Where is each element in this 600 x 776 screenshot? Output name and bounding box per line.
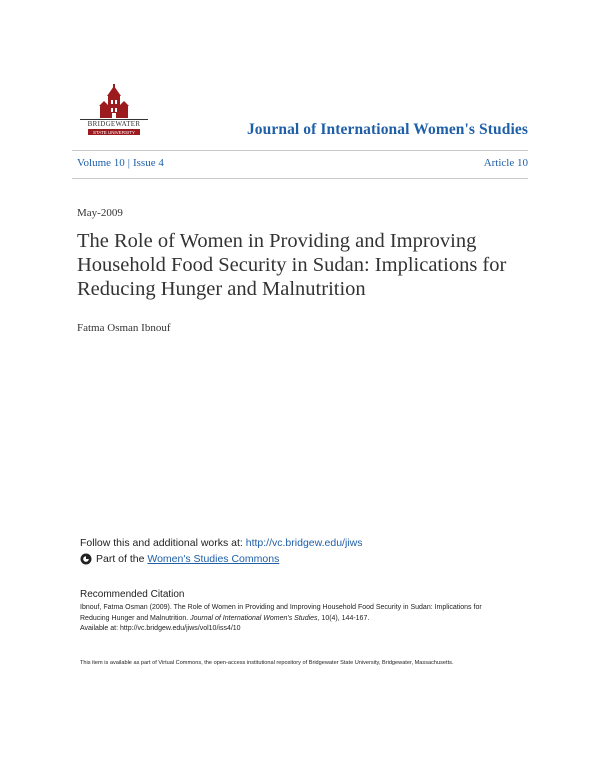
citation-line-1: Ibnouf, Fatma Osman (2009). The Role of Women in Providing and Improving Household Food Security in Sudan: Implications for: [80, 604, 482, 611]
womens-studies-commons-link[interactable]: Women's Studies Commons: [147, 553, 280, 565]
volume-link[interactable]: Volume 10: [77, 157, 125, 169]
logo-text-top: BRIDGEWATER: [87, 120, 141, 128]
commons-line: [80, 553, 279, 565]
follow-url-link[interactable]: http://vc.bridgew.edu/jiws: [245, 537, 363, 549]
citation-line-2-suffix: , 10(4), 144-167.: [317, 614, 370, 622]
recommended-citation-heading: Recommended Citation: [80, 589, 185, 600]
logo-text-bottom: STATE UNIVERSITY: [92, 130, 136, 135]
article-number[interactable]: Article 10: [483, 157, 528, 169]
volume-issue: [77, 157, 164, 169]
repository-notice: This item is available as part of Virtual Commons, the open-access institutional repository of Bridgewater State University, Bridgewater, Massachusetts.: [80, 660, 454, 666]
citation-line-3: Available at: http://vc.bridgew.edu/jiws/vol10/iss4/10: [80, 625, 241, 632]
commons-prefix: Part of the: [96, 553, 145, 565]
follow-prefix: Follow this and additional works at:: [80, 537, 246, 549]
citation-journal-name: Journal of International Women's Studies: [190, 614, 318, 622]
follow-line: [80, 537, 362, 549]
article-title: The Role of Women in Providing and Improving Household Food Security in Sudan: Implications for Reducing Hunger and Malnutrition: [77, 230, 507, 300]
author-name: Fatma Osman Ibnouf: [77, 322, 171, 334]
publication-date: May-2009: [77, 207, 123, 219]
bridgewater-tower-logo-icon: [78, 84, 150, 138]
citation-block: [80, 603, 530, 635]
header-rule-top: [72, 150, 528, 151]
university-logo: [78, 84, 150, 138]
citation-line-2: [80, 614, 530, 625]
journal-title[interactable]: Journal of International Women's Studies: [246, 121, 528, 138]
header-rule-bottom: [72, 178, 528, 179]
citation-line-2-prefix: Reducing Hunger and Malnutrition.: [80, 614, 191, 622]
issue-link[interactable]: Issue 4: [132, 157, 164, 169]
creative-commons-icon: [80, 553, 92, 565]
volume-issue-separator: |: [127, 157, 130, 169]
